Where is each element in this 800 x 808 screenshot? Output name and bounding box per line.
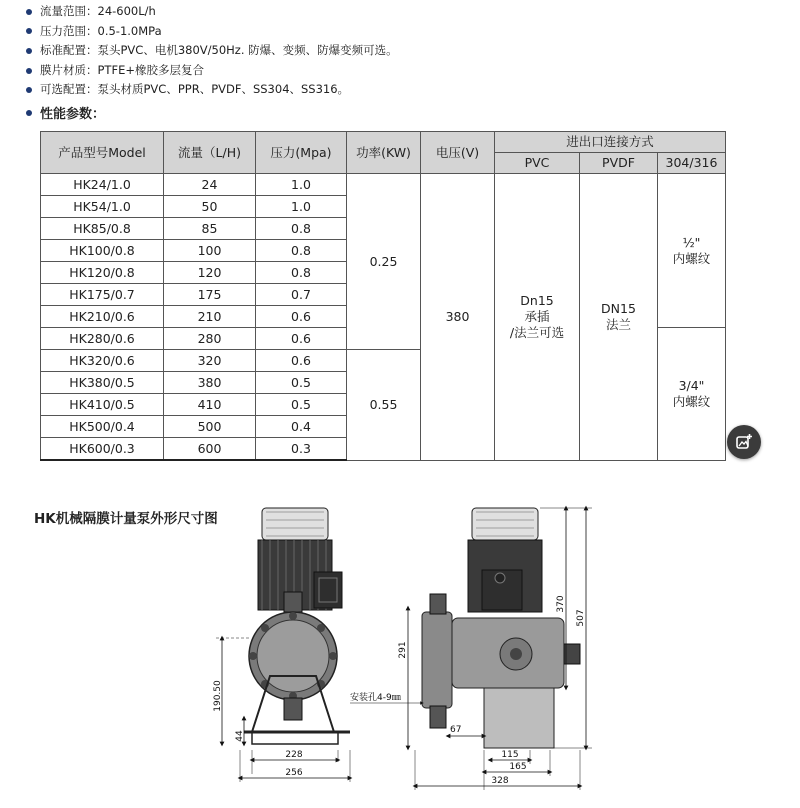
cell-model: HK100/0.8 [41, 240, 164, 262]
dim-165: 165 [509, 762, 527, 772]
cell-model: HK54/1.0 [41, 196, 164, 218]
header-ss: 304/316 [658, 153, 726, 174]
header-power: 功率(KW) [347, 132, 421, 174]
dim-256: 256 [285, 768, 303, 778]
dimension-drawing [200, 500, 600, 800]
cell-model: HK380/0.5 [41, 372, 164, 394]
cell-model: HK500/0.4 [41, 416, 164, 438]
cell-model: HK410/0.5 [41, 394, 164, 416]
cell-ss-group1 [658, 174, 726, 328]
bullet-optional-config: 可选配置：泵头材质PVC、PPR、PVDF、SS304、SS316。 [26, 80, 398, 100]
dim-228: 228 [285, 750, 303, 760]
pvc-line3: /法兰可选 [509, 324, 565, 340]
cell-flow: 100 [164, 240, 256, 262]
cell-model: HK24/1.0 [41, 174, 164, 196]
cell-model: HK280/0.6 [41, 328, 164, 350]
cell-power-group1: 0.25 [347, 174, 421, 350]
dimension-drawing-title: HK机械隔膜计量泵外形尺寸图 [34, 511, 218, 527]
bullet-dot [26, 110, 32, 116]
cell-pressure: 0.6 [256, 328, 347, 350]
cell-pressure: 0.7 [256, 284, 347, 306]
bullet-dot [26, 87, 32, 93]
cell-pressure: 0.8 [256, 240, 347, 262]
header-model: 产品型号Model [41, 132, 164, 174]
cell-flow: 175 [164, 284, 256, 306]
dim-370: 370 [556, 595, 566, 613]
cell-flow: 210 [164, 306, 256, 328]
bullet-standard-config: 标准配置：泵头PVC、电机380V/50Hz. 防爆、变频、防爆变频可选。 [26, 41, 398, 61]
header-connection: 进出口连接方式 [495, 132, 726, 153]
cell-pressure: 0.6 [256, 306, 347, 328]
cell-pressure: 0.5 [256, 394, 347, 416]
bullet-dot [26, 48, 32, 54]
cell-pressure: 0.6 [256, 350, 347, 372]
ss-group1-line2: 内螺纹 [672, 250, 711, 266]
dim-115: 115 [501, 750, 519, 760]
pvdf-line2: 法兰 [605, 316, 631, 332]
header-voltage: 电压(V) [421, 132, 495, 174]
dim-44: 44 [235, 730, 245, 742]
cell-pressure: 0.8 [256, 262, 347, 284]
cell-pvdf-connection [580, 174, 658, 461]
bullet-dot [26, 28, 32, 34]
cell-flow: 120 [164, 262, 256, 284]
performance-heading: 性能参数： [26, 103, 105, 122]
dim-507: 507 [576, 609, 586, 627]
cell-model: HK120/0.8 [41, 262, 164, 284]
cell-flow: 320 [164, 350, 256, 372]
cell-flow: 380 [164, 372, 256, 394]
cell-flow: 280 [164, 328, 256, 350]
cell-flow: 24 [164, 174, 256, 196]
header-pvc: PVC [495, 153, 580, 174]
cell-pressure: 1.0 [256, 174, 347, 196]
mounting-hole-label: 安装孔4-9㎜ [350, 693, 401, 703]
cell-model: HK320/0.6 [41, 350, 164, 372]
bullet-dot [26, 9, 32, 15]
cell-pressure: 0.5 [256, 372, 347, 394]
cell-ss-group2 [658, 328, 726, 461]
cell-model: HK600/0.3 [41, 438, 164, 461]
cell-pressure: 0.8 [256, 218, 347, 240]
header-flow: 流量（L/H) [164, 132, 256, 174]
cell-flow: 50 [164, 196, 256, 218]
ss-group1-line1: ½" [682, 234, 701, 250]
bullet-flow-range: 流量范围：24-600L/h [26, 2, 398, 22]
dim-328: 328 [491, 776, 509, 786]
cell-model: HK175/0.7 [41, 284, 164, 306]
cell-model: HK85/0.8 [41, 218, 164, 240]
pvc-line2: 承插 [524, 308, 550, 324]
cell-pressure: 1.0 [256, 196, 347, 218]
pvdf-line1: DN15 [601, 300, 636, 316]
performance-table [40, 131, 726, 461]
table-row [41, 174, 726, 196]
cell-flow: 500 [164, 416, 256, 438]
ss-group2-line2: 内螺纹 [672, 393, 711, 409]
dim-190: 190.50 [213, 680, 223, 712]
cell-pvc-connection [495, 174, 580, 461]
cell-power-group2: 0.55 [347, 350, 421, 461]
side-view-pump [422, 508, 580, 748]
dim-67: 67 [450, 725, 462, 735]
header-pvdf: PVDF [580, 153, 658, 174]
dim-291: 291 [398, 641, 408, 659]
bullet-dot [26, 68, 32, 74]
cell-flow: 410 [164, 394, 256, 416]
header-pressure: 压力(Mpa) [256, 132, 347, 174]
front-view-pump [244, 508, 350, 744]
cell-flow: 600 [164, 438, 256, 461]
cell-pressure: 0.3 [256, 438, 347, 461]
pvc-line1: Dn15 [520, 292, 554, 308]
add-photo-icon [735, 433, 753, 451]
cell-pressure: 0.4 [256, 416, 347, 438]
spec-bullet-list [26, 2, 398, 100]
cell-model: HK210/0.6 [41, 306, 164, 328]
cell-flow: 85 [164, 218, 256, 240]
bullet-pressure-range: 压力范围：0.5-1.0MPa [26, 22, 398, 42]
bullet-diaphragm-material: 膜片材质：PTFE+橡胶多层复合 [26, 61, 398, 81]
cell-voltage: 380 [421, 174, 495, 461]
add-photo-button[interactable] [727, 425, 761, 459]
ss-group2-line1: 3/4" [678, 377, 705, 393]
